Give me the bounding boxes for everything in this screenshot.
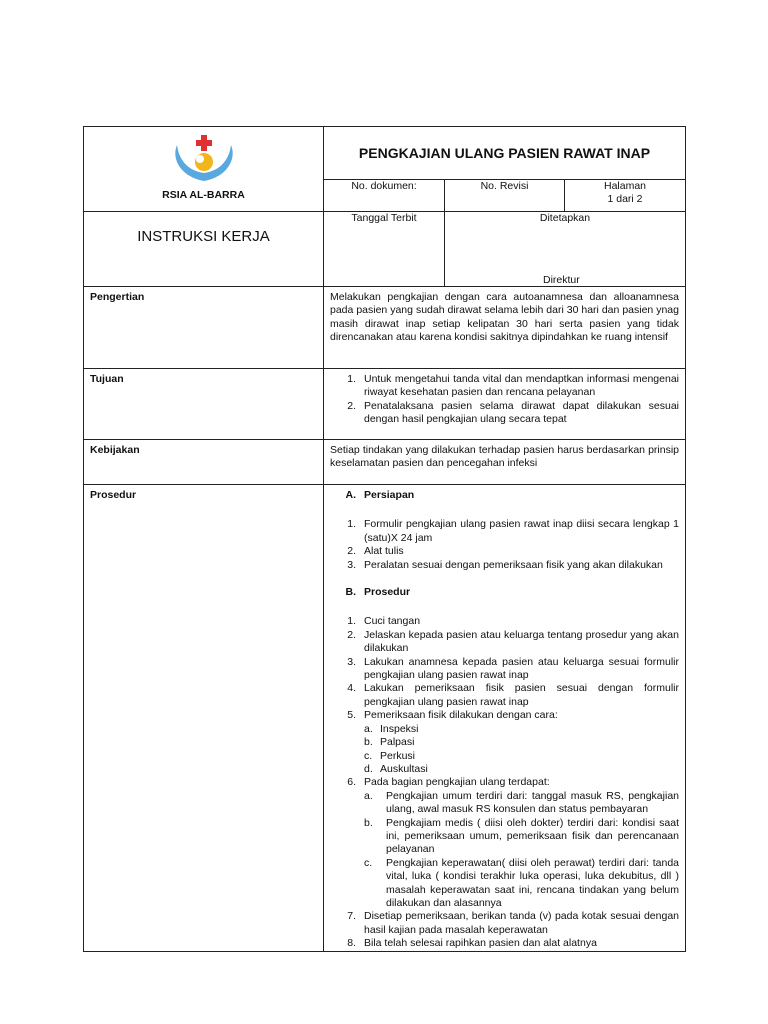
prosedur-label: Prosedur (84, 485, 324, 952)
document-title: PENGKAJIAN ULANG PASIEN RAWAT INAP (324, 127, 686, 180)
pengertian-label: Pengertian (84, 287, 324, 369)
org-name: RSIA AL-BARRA (162, 189, 245, 201)
hospital-logo-icon (169, 131, 239, 187)
list-item: 3. Lakukan anamnesa kepada pasien atau keluarga sesuai formulir pengkajian ulang pasien rawat inap (347, 655, 679, 682)
list-item: a. Inspeksi (364, 722, 419, 735)
list-item: 7. Disetiap pemeriksaan, berikan tanda (v) pada kotak sesuai dengan hasil kajian pada masalah keperawatan (347, 910, 679, 936)
list-item: b. Pengkajiam medis ( diisi oleh dokter) terdiri dari: kondisi saat ini, pemeriksaan umum, pemeriksaan fisik dan perencanaan pelayanan (364, 816, 679, 856)
sop-table (83, 126, 686, 952)
prosedur-heading: B. Prosedur (345, 586, 411, 599)
list-item: 1. Cuci tangan (347, 615, 421, 628)
list-item: 1. Formulir pengkajian ulang pasien rawat inap diisi secara lengkap 1 (satu)X 24 jam (347, 518, 679, 544)
list-item: 3. Peralatan sesuai dengan pemeriksaan fisik yang akan dilakukan (347, 558, 663, 571)
list-item: d. Auskultasi (364, 762, 428, 775)
list-item: 8. Bila telah selesai rapihkan pasien dan alat alatnya (347, 937, 597, 950)
no-revisi-label: No. Revisi (445, 180, 565, 212)
list-item: c. Pengkajian keperawatan( diisi oleh perawat) terdiri dari: tanda vital, luka ( kondisi terakhir luka operasi, luka dekubitus, dll ) masalah keperawatan saat ini, rencana tindakan yang belum dilakukan dan alasannya (364, 856, 679, 909)
tujuan-label: Tujuan (84, 369, 324, 440)
ditetapkan-cell (445, 212, 686, 287)
list-item: 4. Lakukan pemeriksaan fisik pasien sesuai dengan formulir pengkajian ulang pasien rawat inap (347, 682, 679, 708)
list-item: 2. Jelaskan kepada pasien atau keluarga tentang prosedur yang akan dilakukan (347, 628, 679, 655)
persiapan-heading: A. Persiapan (345, 489, 415, 501)
list-item: 2. Alat tulis (347, 545, 404, 558)
list-item: c. Perkusi (364, 749, 416, 762)
logo-cell (84, 127, 324, 212)
tujuan-content (324, 369, 686, 440)
document (83, 126, 685, 952)
no-dokumen-label: No. dokumen: (324, 180, 445, 212)
list-item: 2. Penatalaksana pasien selama dirawat dapat dilakukan sesuai dengan hasil pengkajian ulang secara tepat (347, 399, 679, 426)
tanggal-terbit-label: Tanggal Terbit (324, 212, 445, 287)
kebijakan-label: Kebijakan (84, 440, 324, 485)
cara-sublist (330, 723, 679, 777)
list-item: b. Palpasi (364, 736, 415, 749)
kebijakan-text: Setiap tindakan yang dilakukan terhadap pasien harus berdasarkan prinsip keselamatan pasien dan pencegahan infeksi (324, 440, 686, 485)
direktur-label: Direktur (543, 273, 580, 286)
pengertian-text: Melakukan pengkajian dengan cara autoanamnesa dan alloanamnesa pada pasien yang sudah dirawat selama lebih dari 30 hari dan pasien ynag masih dirawat inap setiap kelipatan 30 hari serta pasien yang tidak direncanakan atau karena kondisi sakitnya dipindahkan ke ruang intensif (324, 287, 686, 369)
ditetapkan-label: Ditetapkan (539, 212, 591, 224)
halaman-cell (565, 180, 686, 212)
halaman-label: Halaman (603, 180, 647, 192)
list-item: a. Pengkajian umum terdiri dari: tanggal masuk RS, pengkajian ulang, awal masuk RS konsulen dan status pembayaran (364, 789, 679, 816)
list-item: 6. Pada bagian pengkajian ulang terdapat: (347, 776, 550, 789)
prosedur-content (324, 485, 686, 952)
doc-type: INSTRUKSI KERJA (84, 212, 324, 287)
bagian-sublist (330, 790, 679, 911)
list-item: 5. Pemeriksaan fisik dilakukan dengan cara: (347, 709, 558, 722)
halaman-value: 1 dari 2 (607, 193, 643, 206)
list-item: 1. Untuk mengetahui tanda vital dan mendaptkan informasi mengenai riwayat kesehatan pasien dan rencana pelayanan (347, 373, 679, 399)
